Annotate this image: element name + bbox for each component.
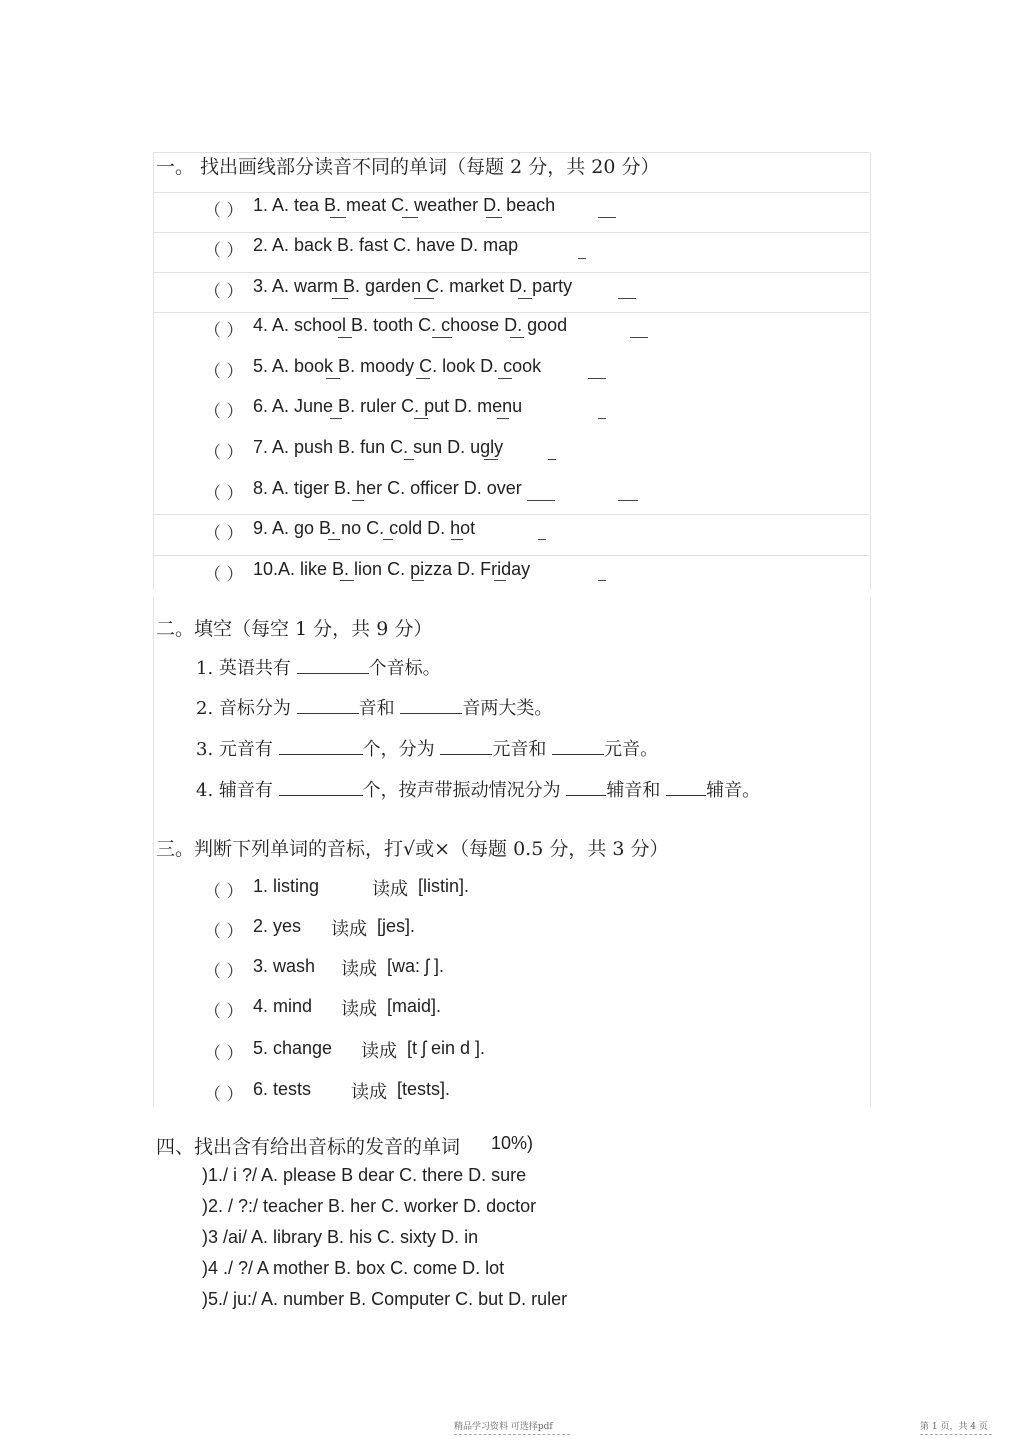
judge-ipa: [t ʃ ein d ]. (407, 1038, 486, 1058)
answer-paren[interactable]: （ ） (204, 565, 244, 585)
fill-text: 2. 音标分为 (196, 698, 291, 719)
table-divider (153, 232, 869, 233)
answer-paren[interactable]: （ ） (204, 1085, 244, 1105)
fill-text: 元音。 (604, 739, 659, 760)
judge-word: 1. listing (253, 876, 320, 896)
phonetic-question-2: )2. / ?:/ teacher B. her C. worker D. doctor (202, 1196, 537, 1216)
fill-text: 音和 (358, 698, 395, 719)
section1-title: 一。 找出画线部分读音不同的单词（每题 2 分，共 20 分） (156, 156, 660, 178)
judge-word: 3. wash (253, 956, 316, 976)
answer-paren[interactable]: （ ） (204, 241, 244, 261)
answer-paren[interactable]: （ ） (204, 1002, 244, 1022)
question-7: 7. A. push B. fun C. sun D. ugly (253, 437, 504, 457)
question-9: 9. A. go B. no C. cold D. hot (253, 518, 476, 538)
judge-word: 2. yes (253, 916, 302, 936)
answer-paren[interactable]: （ ） (204, 362, 244, 382)
question-3: 3. A. warm B. garden C. market D. party (253, 276, 573, 296)
question-2: 2. A. back B. fast C. have D. map (253, 235, 519, 255)
answer-paren[interactable]: （ ） (204, 1044, 244, 1064)
read-as-label: 读成 (372, 879, 408, 900)
fill-text: 1. 英语共有 (196, 658, 291, 679)
question-4: 4. A. school B. tooth C. choose D. good (253, 315, 568, 335)
answer-paren[interactable]: （ ） (204, 524, 244, 544)
read-as-label: 读成 (341, 999, 377, 1020)
phonetic-question-1: )1./ i ?/ A. please B dear C. there D. sure (202, 1165, 527, 1185)
answer-paren[interactable]: （ ） (204, 962, 244, 982)
read-as-label: 读成 (351, 1082, 387, 1103)
table-divider (153, 272, 869, 273)
judge-ipa: [tests]. (397, 1079, 451, 1099)
fill-text: 个，按声带振动情况分为 (362, 780, 561, 801)
fill-text: 个音标。 (368, 658, 441, 679)
judge-ipa: [jes]. (377, 916, 416, 936)
question-1: 1. A. tea B. meat C. weather D. beach (253, 195, 556, 215)
footer-note: 精品学习资料 可选择pdf (454, 1422, 553, 1432)
footer-dashline (454, 1434, 570, 1435)
page-number: 第 1 页，共 4 页 (920, 1422, 988, 1432)
judge-word: 4. mind (253, 996, 313, 1016)
read-as-label: 读成 (361, 1041, 397, 1062)
section3-title: 三。判断下列单词的音标，打√或×（每题 0.5 分，共 3 分） (156, 838, 669, 860)
table-divider (153, 192, 869, 193)
judge-ipa: [maid]. (387, 996, 442, 1016)
footer-dashline (920, 1434, 992, 1435)
phonetic-question-4: )4 ./ ?/ A mother B. box C. come D. lot (202, 1258, 505, 1278)
fill-text: 3. 元音有 (196, 739, 273, 760)
question-5: 5. A. book B. moody C. look D. cook (253, 356, 542, 376)
answer-paren[interactable]: （ ） (204, 922, 244, 942)
question-8: 8. A. tiger B. her C. officer D. over (253, 478, 522, 498)
judge-ipa: [listin]. (418, 876, 470, 896)
table-divider (153, 555, 869, 556)
answer-paren[interactable]: （ ） (204, 201, 244, 221)
table-divider (153, 514, 869, 515)
phonetic-question-3: )3 /ai/ A. library B. his C. sixty D. in (202, 1227, 479, 1247)
judge-word: 6. tests (253, 1079, 312, 1099)
judge-word: 5. change (253, 1038, 333, 1058)
answer-paren[interactable]: （ ） (204, 882, 244, 902)
answer-paren[interactable]: （ ） (204, 443, 244, 463)
fill-text: 4. 辅音有 (196, 780, 273, 801)
section4-score: 10%) (491, 1133, 534, 1153)
read-as-label: 读成 (331, 919, 367, 940)
answer-paren[interactable]: （ ） (204, 282, 244, 302)
question-10: 10.A. like B. lion C. pizza D. Friday (253, 559, 531, 579)
fill-text: 辅音。 (706, 780, 761, 801)
answer-paren[interactable]: （ ） (204, 484, 244, 504)
answer-paren[interactable]: （ ） (204, 321, 244, 341)
table-divider (153, 312, 869, 313)
fill-text: 音两大类。 (462, 698, 553, 719)
fill-text: 个，分为 (362, 739, 435, 760)
section2-title: 二。填空（每空 1 分，共 9 分） (156, 618, 433, 640)
judge-ipa: [wa: ʃ ]. (387, 956, 445, 976)
answer-paren[interactable]: （ ） (204, 402, 244, 422)
read-as-label: 读成 (341, 959, 377, 980)
question-6: 6. A. June B. ruler C. put D. menu (253, 396, 523, 416)
fill-text: 辅音和 (606, 780, 661, 801)
section4-title: 四、找出含有给出音标的发音的单词 (156, 1136, 461, 1158)
phonetic-question-5: )5./ ju:/ A. number B. Computer C. but D. ruler (202, 1289, 568, 1309)
fill-text: 元音和 (492, 739, 547, 760)
